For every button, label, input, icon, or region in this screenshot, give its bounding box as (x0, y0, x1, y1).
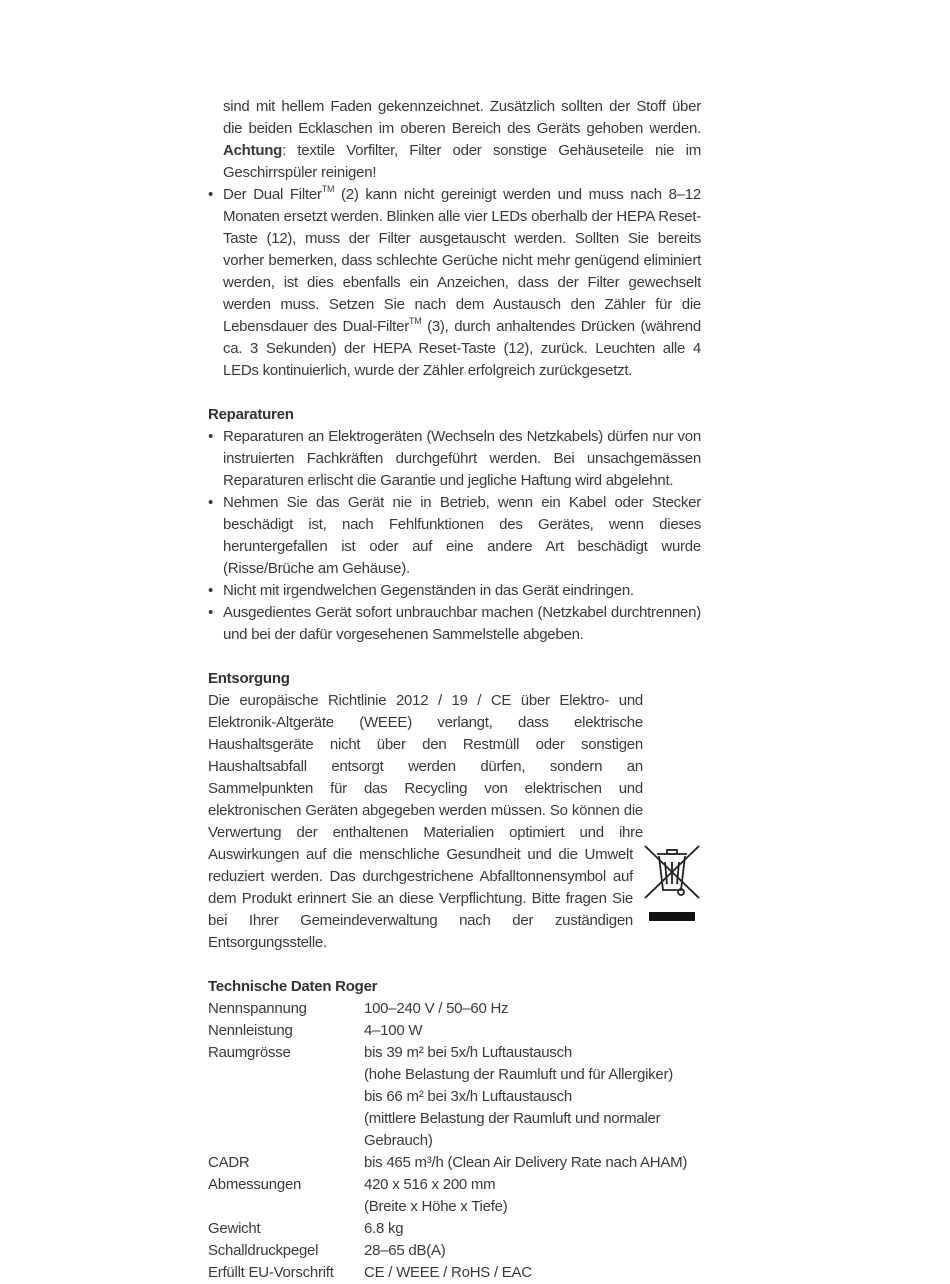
table-row (208, 1108, 701, 1152)
spec-value: (hohe Belastung der Raumluft und für Allergiker) (364, 1066, 674, 1083)
specs-table (208, 998, 701, 1284)
specs-heading: Technische Daten Roger (208, 978, 378, 995)
bullet-icon: • (208, 494, 214, 511)
disposal-heading: Entsorgung (208, 670, 290, 687)
bullet-icon: • (208, 428, 214, 445)
table-row (208, 1262, 701, 1284)
repairs-heading: Reparaturen (208, 406, 294, 423)
crossed-out-wheelie-bin-icon (643, 844, 701, 924)
spec-label: Abmessungen (208, 1176, 302, 1193)
bullet-icon: • (208, 186, 214, 203)
spec-value: 100–240 V / 50–60 Hz (364, 1000, 509, 1017)
filter-text-3: (3), durch anhaltendes Drücken (während ca. 3 Sekunden) der HEPA Reset-Taste (12), zurück. Leuchten alle 4 LEDs kontinuierlich, wurde der Zähler erfolgreich zurückgesetzt. (223, 318, 701, 379)
filter-text-1: Der Dual Filter (223, 186, 322, 203)
bullet-icon: • (208, 582, 214, 599)
spec-value: bis 39 m² bei 5x/h Luftaustausch (364, 1044, 572, 1061)
spec-value: 6.8 kg (364, 1220, 404, 1237)
spec-label: Nennspannung (208, 1000, 307, 1017)
spec-label (208, 1064, 364, 1086)
spec-label: Nennleistung (208, 1022, 293, 1039)
list-item: • Nicht mit irgendwelchen Gegenständen in das Gerät eindringen. (208, 580, 701, 602)
table-row (208, 1240, 701, 1262)
spec-label (208, 1196, 364, 1218)
spec-value: 28–65 dB(A) (364, 1242, 446, 1259)
list-item: • Reparaturen an Elektrogeräten (Wechseln des Netzkabels) dürfen nur von instruierten Fachkräften durchgeführt werden. Bei unsachgemässen Reparaturen erlischt die Garantie und jegliche Haftung wird abgelehnt. (208, 428, 701, 489)
spec-value: CE / WEEE / RoHS / EAC (364, 1264, 532, 1281)
intro-paragraph (208, 96, 701, 184)
spec-label: Schalldruckpegel (208, 1242, 319, 1259)
list-item: • Ausgedientes Gerät sofort unbrauchbar machen (Netzkabel durchtrennen) und bei der dafür vorgesehenen Sammelstelle abgeben. (208, 604, 701, 643)
filter-list (208, 184, 701, 382)
warning-label: Achtung (223, 142, 283, 159)
intro-text: sind mit hellem Faden gekennzeichnet. Zusätzlich sollten der Stoff über die beiden Ecklaschen im oberen Bereich des Geräts gehoben werden. (223, 98, 701, 137)
spec-label (208, 1086, 364, 1108)
text-column (208, 96, 701, 1284)
table-row (208, 1064, 701, 1086)
table-row (208, 1042, 701, 1064)
spec-value: bis 465 m³/h (Clean Air Delivery Rate nach AHAM) (364, 1154, 688, 1171)
table-row (208, 1020, 701, 1042)
table-row (208, 1218, 701, 1240)
spec-label: Erfüllt EU-Vorschrift (208, 1264, 334, 1281)
trademark-1: TM (321, 184, 335, 194)
repairs-list (208, 426, 701, 646)
disposal-block (208, 690, 701, 954)
disposal-text: Die europäische Richtlinie 2012 / 19 / CE über Elektro- und Elektronik-Altgeräte (WEEE) verlangt, dass elektrische Haushaltsgeräte nicht über den Restmüll oder sonstigen Haushaltsabfall entsorgt werden dürfen, sondern an Sammelpunkten für das Recycling von elektrischen und elektronischen Geräten abgegeben werden müssen. So können die Verwertung der enthaltenen Materialien optimiert und ihre Auswirkungen auf die menschliche Gesundheit und die Umwelt reduziert werden. Das durchgestrichene Abfalltonnensymbol auf dem Produkt erinnert Sie an diese Verpflichtung. Bitte fragen Sie bei Ihrer Gemeindeverwaltung nach der zuständigen Entsorgungsstelle. (208, 692, 643, 951)
spec-label (208, 1108, 364, 1152)
table-row (208, 1086, 701, 1108)
table-row (208, 1152, 701, 1174)
table-row (208, 998, 701, 1020)
spec-label: Raumgrösse (208, 1044, 291, 1061)
spec-value: (mittlere Belastung der Raumluft und normaler Gebrauch) (364, 1110, 661, 1149)
table-row (208, 1196, 701, 1218)
list-item (208, 184, 701, 382)
spec-label: CADR (208, 1154, 250, 1171)
table-row (208, 1174, 701, 1196)
spec-label: Gewicht (208, 1220, 261, 1237)
spec-value: (Breite x Höhe x Tiefe) (364, 1198, 508, 1215)
filter-text-2: (2) kann nicht gereinigt werden und muss nach 8–12 Monaten ersetzt werden. Blinken alle vier LEDs oberhalb der HEPA Reset-Taste (12), muss der Filter ausgetauscht werden. Sollten Sie bereits vorher bemerken, dass schlechte Gerüche nicht mehr genügend eliminiert werden, ist dies ebenfalls ein Anzeichen, dass der Filter gewechselt werden muss. Setzen Sie nach dem Austausch den Zähler für die Lebensdauer des Dual-Filter (223, 186, 701, 335)
trademark-2: TM (408, 316, 422, 326)
warning-text: : textile Vorfilter, Filter oder sonstige Gehäuseteile nie im Geschirrspüler reinigen! (223, 142, 701, 181)
spec-value: bis 66 m² bei 3x/h Luftaustausch (364, 1088, 572, 1105)
bullet-icon: • (208, 604, 214, 621)
spec-value: 420 x 516 x 200 mm (364, 1176, 496, 1193)
spec-value: 4–100 W (364, 1022, 423, 1039)
list-item: • Nehmen Sie das Gerät nie in Betrieb, wenn ein Kabel oder Stecker beschädigt ist, nach Fehlfunktionen des Gerätes, wenn dieses heruntergefallen ist oder auf eine andere Art beschädigt wurde (Risse/Brüche am Gehäuse). (208, 494, 701, 577)
